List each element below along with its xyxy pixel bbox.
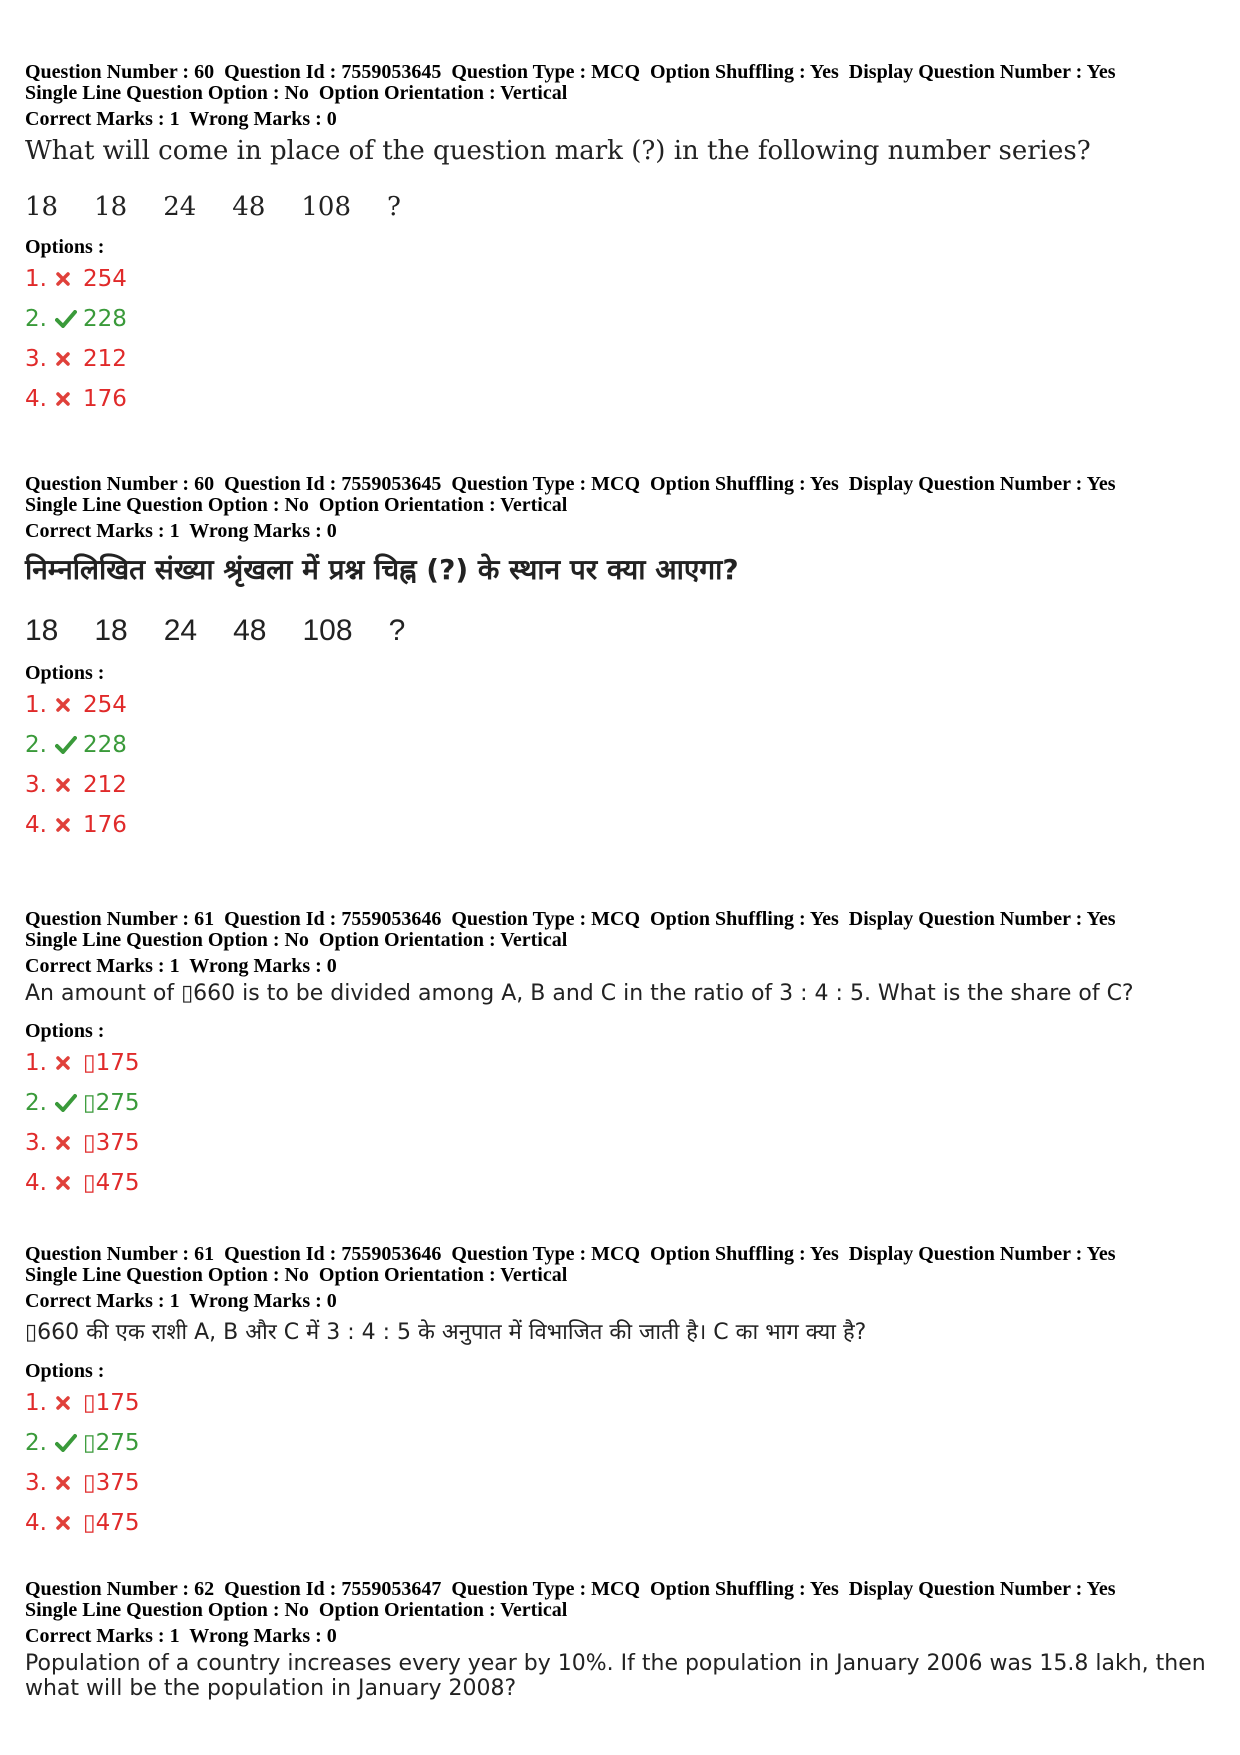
marks-line: Correct Marks : 1 Wrong Marks : 0 — [25, 1290, 337, 1312]
marks-line: Correct Marks : 1 Wrong Marks : 0 — [25, 955, 337, 977]
check-icon — [55, 736, 83, 754]
cross-icon — [55, 1055, 83, 1071]
option-item — [25, 1503, 1225, 1543]
cross-icon — [55, 271, 83, 287]
question-header: Question Number : 60 Question Id : 7559053645 Question Type : MCQ Option Shuffling : Yes Display Question Number : Yes — [25, 61, 1116, 83]
option-number: 3. — [25, 1470, 47, 1496]
option-value: ▯175 — [83, 1050, 140, 1076]
option-item — [25, 379, 1225, 419]
marks-line: Correct Marks : 1 Wrong Marks : 0 — [25, 520, 337, 542]
question-header-line2: Single Line Question Option : No Option Orientation : Vertical — [25, 494, 568, 516]
option-item — [25, 299, 1225, 339]
option-number: 2. — [25, 1090, 47, 1116]
option-item — [25, 725, 1225, 765]
question-text: What will come in place of the question mark (?) in the following number series? — [25, 136, 1091, 166]
option-item — [25, 765, 1225, 805]
question-block-62-en — [25, 1579, 1225, 1701]
question-header-line2: Single Line Question Option : No Option Orientation : Vertical — [25, 929, 568, 951]
question-block-60-en — [25, 62, 1225, 419]
option-number: 4. — [25, 1510, 47, 1536]
option-value: 212 — [83, 346, 127, 372]
marks-line: Correct Marks : 1 Wrong Marks : 0 — [25, 108, 337, 130]
option-number: 4. — [25, 812, 47, 838]
option-value: ▯375 — [83, 1470, 140, 1496]
question-block-60-hi — [25, 474, 1225, 845]
cross-icon — [55, 1175, 83, 1191]
option-value: ▯175 — [83, 1390, 140, 1416]
option-item — [25, 1123, 1225, 1163]
cross-icon — [55, 697, 83, 713]
option-item — [25, 1423, 1225, 1463]
series-item: 108 — [302, 614, 353, 647]
option-item — [25, 339, 1225, 379]
question-header-line2: Single Line Question Option : No Option Orientation : Vertical — [25, 82, 568, 104]
options-list — [25, 1043, 1225, 1203]
options-list — [25, 259, 1225, 419]
question-block-61-en — [25, 909, 1225, 1203]
option-number: 3. — [25, 1130, 47, 1156]
option-value: 228 — [83, 306, 127, 332]
option-value: ▯275 — [83, 1090, 140, 1116]
cross-icon — [55, 817, 83, 833]
option-value: 254 — [83, 266, 127, 292]
question-text-line2: what will be the population in January 2008? — [25, 1676, 517, 1701]
option-number: 4. — [25, 386, 47, 412]
option-number: 1. — [25, 1050, 47, 1076]
series-item: 18 — [94, 614, 128, 647]
number-series — [25, 614, 1225, 648]
question-block-61-hi — [25, 1244, 1225, 1543]
check-icon — [55, 1094, 83, 1112]
option-value: ▯475 — [83, 1170, 140, 1196]
question-header: Question Number : 60 Question Id : 7559053645 Question Type : MCQ Option Shuffling : Yes Display Question Number : Yes — [25, 473, 1116, 495]
check-icon — [55, 1434, 83, 1452]
question-header: Question Number : 61 Question Id : 7559053646 Question Type : MCQ Option Shuffling : Yes Display Question Number : Yes — [25, 908, 1116, 930]
series-item: 18 — [25, 614, 59, 647]
question-header-line2: Single Line Question Option : No Option Orientation : Vertical — [25, 1599, 568, 1621]
series-item: 48 — [232, 192, 266, 222]
cross-icon — [55, 777, 83, 793]
cross-icon — [55, 1515, 83, 1531]
option-value: 212 — [83, 772, 127, 798]
options-label: Options : — [25, 236, 105, 258]
marks-line: Correct Marks : 1 Wrong Marks : 0 — [25, 1625, 337, 1647]
cross-icon — [55, 351, 83, 367]
option-item — [25, 1383, 1225, 1423]
option-number: 3. — [25, 772, 47, 798]
option-number: 4. — [25, 1170, 47, 1196]
option-value: 254 — [83, 692, 127, 718]
option-value: ▯375 — [83, 1130, 140, 1156]
question-text: ▯660 की एक राशी A, B और C में 3 : 4 : 5 के अनुपात में विभाजित की जाती है। C का भाग क्या है? — [25, 1320, 867, 1345]
option-item — [25, 1463, 1225, 1503]
options-list — [25, 1383, 1225, 1543]
cross-icon — [55, 1475, 83, 1491]
series-item: ? — [388, 614, 406, 647]
option-value: 176 — [83, 386, 127, 412]
series-item: 48 — [233, 614, 267, 647]
option-number: 1. — [25, 266, 47, 292]
check-icon — [55, 310, 83, 328]
options-label: Options : — [25, 662, 105, 684]
series-item: 18 — [94, 192, 128, 222]
option-value: ▯475 — [83, 1510, 140, 1536]
series-item: 24 — [163, 614, 198, 647]
option-value: 176 — [83, 812, 127, 838]
series-item: 108 — [301, 192, 352, 222]
option-item — [25, 1043, 1225, 1083]
number-series — [25, 192, 1225, 222]
series-item: ? — [387, 192, 401, 222]
option-number: 3. — [25, 346, 47, 372]
option-value: 228 — [83, 732, 127, 758]
option-number: 1. — [25, 692, 47, 718]
cross-icon — [55, 1135, 83, 1151]
option-number: 1. — [25, 1390, 47, 1416]
option-value: ▯275 — [83, 1430, 140, 1456]
option-number: 2. — [25, 732, 47, 758]
option-item — [25, 805, 1225, 845]
options-label: Options : — [25, 1020, 105, 1042]
options-list — [25, 685, 1225, 845]
option-item — [25, 1083, 1225, 1123]
question-header-line2: Single Line Question Option : No Option Orientation : Vertical — [25, 1264, 568, 1286]
option-item — [25, 685, 1225, 725]
option-number: 2. — [25, 1430, 47, 1456]
cross-icon — [55, 391, 83, 407]
question-text: An amount of ▯660 is to be divided among A, B and C in the ratio of 3 : 4 : 5. What is the share of C? — [25, 981, 1134, 1006]
option-item — [25, 1163, 1225, 1203]
series-item: 24 — [163, 192, 197, 222]
question-header: Question Number : 62 Question Id : 7559053647 Question Type : MCQ Option Shuffling : Yes Display Question Number : Yes — [25, 1578, 1116, 1600]
options-label: Options : — [25, 1360, 105, 1382]
question-header: Question Number : 61 Question Id : 7559053646 Question Type : MCQ Option Shuffling : Yes Display Question Number : Yes — [25, 1243, 1116, 1265]
option-item — [25, 259, 1225, 299]
question-text: निम्नलिखित संख्या श्रृंखला में प्रश्न चिह्न (?) के स्थान पर क्या आएगा? — [25, 553, 739, 586]
question-text: Population of a country increases every year by 10%. If the population in January 2006 was 15.8 lakh, then — [25, 1651, 1206, 1676]
cross-icon — [55, 1395, 83, 1411]
series-item: 18 — [25, 192, 59, 222]
option-number: 2. — [25, 306, 47, 332]
